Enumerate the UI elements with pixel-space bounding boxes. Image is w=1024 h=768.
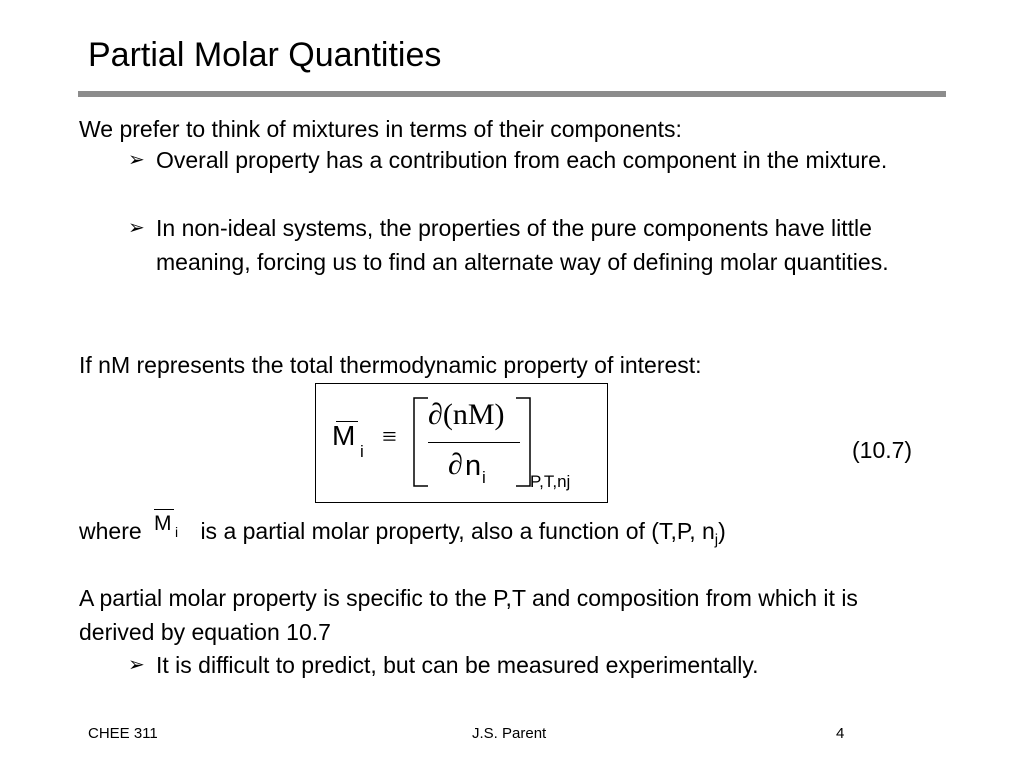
title-rule [78, 91, 946, 97]
slide-title: Partial Molar Quantities [88, 36, 442, 74]
if-line: If nM represents the total thermodynamic property of interest: [79, 352, 702, 378]
where-symbol: M i [148, 513, 194, 539]
equation-number: (10.7) [852, 437, 913, 463]
denominator-subscript: i [482, 468, 486, 487]
fraction-line [428, 442, 520, 443]
constraint-subscript: P,T,nj [530, 472, 571, 491]
numerator: ∂(nM) [428, 398, 505, 431]
where-text: is a partial molar property, also a function of (T,P, n [200, 518, 715, 544]
denominator-n: n [465, 450, 482, 482]
bullet-arrow-icon: ➢ [128, 217, 145, 239]
intro-text: We prefer to think of mixtures in terms of their components: [79, 116, 682, 142]
denominator-partial: ∂ [448, 448, 463, 481]
bullet-text: It is difficult to predict, but can be measured experimentally. [156, 652, 759, 678]
equation-box [315, 383, 608, 503]
bullet-arrow-icon: ➢ [128, 654, 145, 676]
lhs-symbol: M [332, 420, 356, 451]
bullet-text: Overall property has a contribution from each component in the mixture. [156, 147, 888, 173]
lhs-subscript: i [360, 442, 364, 461]
equiv-symbol: ≡ [382, 422, 397, 451]
overbar [154, 509, 174, 510]
footer-course: CHEE 311 [88, 725, 158, 742]
footer-author: J.S. Parent [472, 725, 547, 742]
bullet-arrow-icon: ➢ [128, 149, 145, 171]
where-prefix: where [79, 518, 142, 544]
where-line [79, 513, 959, 558]
footer-page-number: 4 [836, 725, 845, 742]
where-close: ) [718, 518, 726, 544]
bullet-text: In non-ideal systems, the properties of the pure components have little meaning, forcing us to find an alternate way of defining molar quantities. [156, 215, 889, 275]
partial-text: A partial molar property is specific to the P,T and composition from which it is derived by equation 10.7 [79, 585, 858, 645]
where-n-subscript: j [714, 531, 719, 549]
